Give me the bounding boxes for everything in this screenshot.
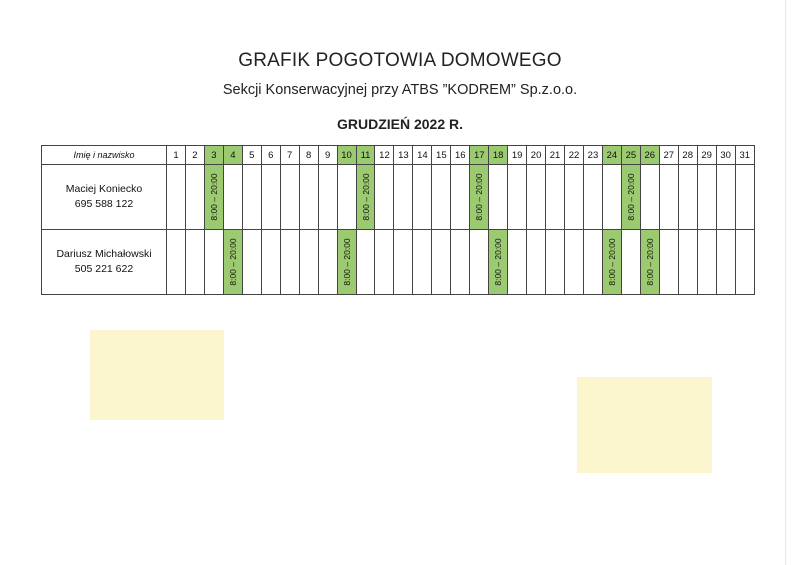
shift-cell	[470, 165, 489, 230]
shift-cell	[204, 165, 223, 230]
day-cell	[546, 230, 565, 295]
day-cell	[735, 165, 754, 230]
day-cell	[318, 230, 337, 295]
day-cell	[583, 230, 602, 295]
day-cell	[242, 165, 261, 230]
day-header: 17	[470, 146, 489, 165]
day-cell	[432, 230, 451, 295]
shift-hours: 8:00 – 20:00	[227, 238, 238, 286]
day-header: 13	[394, 146, 413, 165]
day-header: 8	[299, 146, 318, 165]
shift-hours: 8:00 – 20:00	[341, 238, 352, 286]
day-header: 26	[640, 146, 659, 165]
day-cell	[167, 230, 186, 295]
day-cell	[583, 165, 602, 230]
day-cell	[602, 165, 621, 230]
day-cell	[299, 230, 318, 295]
day-header: 4	[223, 146, 242, 165]
day-cell	[394, 230, 413, 295]
day-cell	[242, 230, 261, 295]
day-cell	[337, 165, 356, 230]
day-header: 28	[678, 146, 697, 165]
day-header: 18	[489, 146, 508, 165]
day-cell	[356, 230, 375, 295]
day-cell	[470, 230, 489, 295]
day-cell	[659, 230, 678, 295]
person-cell	[42, 165, 167, 230]
day-header: 19	[508, 146, 527, 165]
person-name: Dariusz Michałowski	[56, 248, 152, 260]
day-cell	[546, 165, 565, 230]
day-cell	[659, 165, 678, 230]
person-phone: 695 588 122	[74, 198, 134, 210]
day-cell	[261, 165, 280, 230]
day-cell	[565, 165, 584, 230]
day-header: 11	[356, 146, 375, 165]
day-cell	[489, 165, 508, 230]
day-header: 14	[413, 146, 432, 165]
shift-cell	[223, 230, 242, 295]
day-header: 15	[432, 146, 451, 165]
person-phone: 505 221 622	[74, 263, 134, 275]
day-cell	[508, 230, 527, 295]
table-row	[42, 230, 755, 295]
table-row	[42, 165, 755, 230]
day-cell	[451, 165, 470, 230]
day-header: 22	[565, 146, 584, 165]
day-header: 20	[527, 146, 546, 165]
person-cell	[42, 230, 167, 295]
day-cell	[621, 230, 640, 295]
day-cell	[640, 165, 659, 230]
shift-hours: 8:00 – 20:00	[606, 238, 617, 286]
sticky-note	[90, 330, 224, 420]
day-cell	[299, 165, 318, 230]
person-name: Maciej Koniecko	[65, 183, 143, 195]
day-header: 1	[167, 146, 186, 165]
day-cell	[697, 165, 716, 230]
day-header: 21	[546, 146, 565, 165]
day-cell	[394, 165, 413, 230]
shift-cell	[356, 165, 375, 230]
day-cell	[697, 230, 716, 295]
shift-hours: 8:00 – 20:00	[644, 238, 655, 286]
day-cell	[678, 230, 697, 295]
day-cell	[223, 165, 242, 230]
schedule-month: GRUDZIEŃ 2022 R.	[336, 116, 464, 132]
day-cell	[280, 165, 299, 230]
day-cell	[204, 230, 223, 295]
shift-hours: 8:00 – 20:00	[208, 173, 219, 221]
day-header: 30	[716, 146, 735, 165]
shift-cell	[489, 230, 508, 295]
day-header: 23	[583, 146, 602, 165]
day-cell	[508, 165, 527, 230]
day-cell	[413, 165, 432, 230]
day-cell	[678, 165, 697, 230]
day-cell	[735, 230, 754, 295]
day-cell	[167, 165, 186, 230]
day-cell	[185, 165, 204, 230]
day-header: 2	[185, 146, 204, 165]
name-column-header: Imię i nazwisko	[42, 146, 167, 165]
day-header: 9	[318, 146, 337, 165]
shift-cell	[640, 230, 659, 295]
day-header: 25	[621, 146, 640, 165]
day-header: 27	[659, 146, 678, 165]
day-cell	[375, 230, 394, 295]
document-subtitle: Sekcji Konserwacyjnej przy ATBS ”KODREM” Sp.z.o.o.	[222, 82, 578, 98]
day-cell	[261, 230, 280, 295]
shift-hours: 8:00 – 20:00	[360, 173, 371, 221]
day-cell	[565, 230, 584, 295]
shift-hours: 8:00 – 20:00	[493, 238, 504, 286]
day-header: 7	[280, 146, 299, 165]
shift-cell	[621, 165, 640, 230]
day-cell	[527, 230, 546, 295]
day-header: 16	[451, 146, 470, 165]
day-header: 6	[261, 146, 280, 165]
day-header: 12	[375, 146, 394, 165]
shift-hours: 8:00 – 20:00	[474, 173, 485, 221]
table-header-row	[42, 146, 755, 165]
duty-schedule-table	[41, 145, 755, 295]
day-cell	[451, 230, 470, 295]
day-header: 29	[697, 146, 716, 165]
day-cell	[318, 165, 337, 230]
day-header: 24	[602, 146, 621, 165]
shift-cell	[337, 230, 356, 295]
day-header: 10	[337, 146, 356, 165]
shift-hours: 8:00 – 20:00	[625, 173, 636, 221]
day-header: 5	[242, 146, 261, 165]
day-header: 3	[204, 146, 223, 165]
day-cell	[280, 230, 299, 295]
document-title: GRAFIK POGOTOWIA DOMOWEGO	[238, 50, 562, 71]
day-cell	[527, 165, 546, 230]
day-cell	[716, 165, 735, 230]
shift-cell	[602, 230, 621, 295]
day-cell	[413, 230, 432, 295]
sticky-note	[577, 377, 712, 473]
day-cell	[375, 165, 394, 230]
day-cell	[185, 230, 204, 295]
day-header: 31	[735, 146, 754, 165]
day-cell	[716, 230, 735, 295]
day-cell	[432, 165, 451, 230]
table-body	[42, 165, 755, 295]
